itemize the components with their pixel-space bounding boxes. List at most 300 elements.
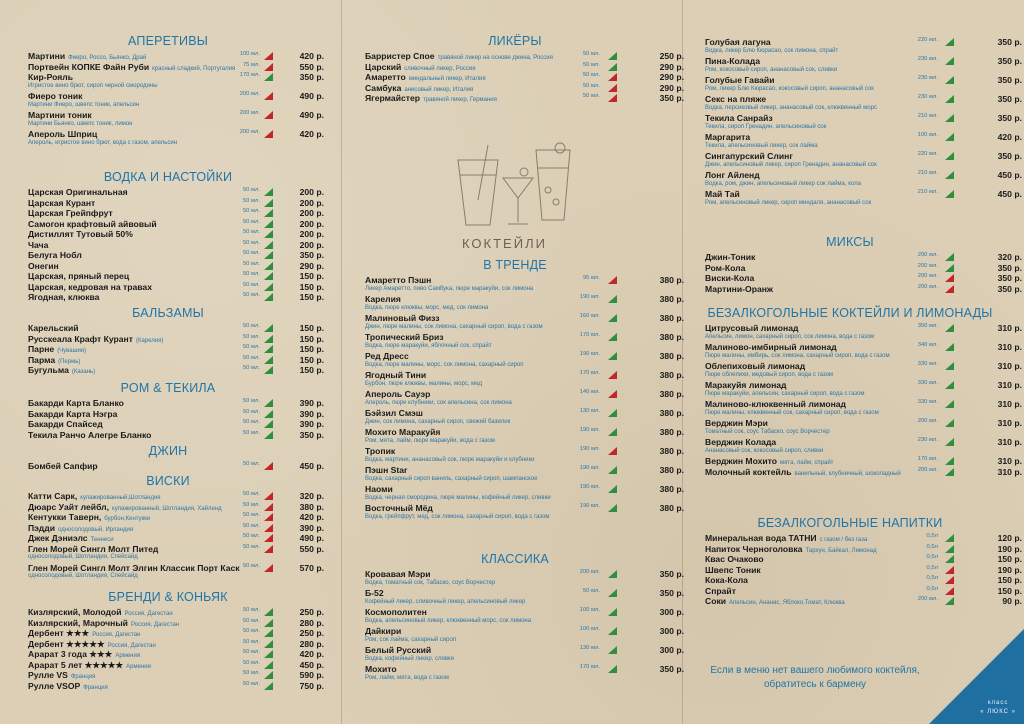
- green-marker-icon: [945, 253, 954, 261]
- item-name-text: Карелия: [365, 294, 401, 304]
- item-volume: 0,5л: [926, 543, 938, 550]
- item-name: [705, 285, 904, 294]
- item-price: 490 р.: [299, 533, 324, 543]
- item-ingredients: Ром, мята, лайм, пюре маракуйи, вода с газом: [365, 437, 495, 444]
- item-name-text: Белуга Нобл: [28, 250, 82, 260]
- green-marker-icon: [945, 57, 954, 65]
- item-description: с газом / без газа: [819, 537, 868, 543]
- item-description: Россия, Дагестан: [124, 611, 173, 617]
- item-volume: 170 мл.: [917, 456, 938, 462]
- item-name-text: Швепс Тоник: [705, 564, 761, 575]
- item-name-text: Виски-Кола: [705, 273, 755, 283]
- item-volume: 220 мл.: [917, 151, 938, 157]
- item-name-text: Ягодный Тини: [365, 370, 427, 380]
- item-price: 120 р.: [997, 533, 1022, 543]
- item-name-text: Малиновый Физз: [365, 313, 440, 323]
- item-volume: 140 мл.: [579, 389, 600, 395]
- item-name-text: Малиново-клюквенный лимонад: [705, 399, 847, 409]
- item-name-text: Царская Курант: [28, 197, 96, 208]
- item-volume: 50 мл.: [582, 51, 600, 57]
- item-ingredients: Джин, сок лимона, сахарный сироп, свежий базилик: [365, 418, 511, 425]
- item-ingredients: Ром, ликер Блю Кюрасао, кокосовый сироп, ананасовый сок: [705, 85, 874, 92]
- item-price: 150 р.: [299, 323, 324, 333]
- item-volume: 50 мл.: [242, 239, 260, 246]
- item-volume: 50 мл.: [242, 398, 260, 404]
- item-price: 380 р.: [659, 503, 684, 513]
- green-marker-icon: [945, 171, 954, 179]
- item-price: 380 р.: [659, 313, 684, 323]
- item-description: Россия, Дагестан: [107, 642, 156, 649]
- menu-item: [705, 419, 1022, 435]
- item-price: 200 р.: [299, 187, 324, 197]
- green-marker-icon: [945, 381, 954, 389]
- item-volume: 0,5л: [926, 533, 938, 539]
- item-ingredients: Кофейный ликер, сливочный ликер, апельсиновый ликер: [365, 598, 526, 605]
- item-price: 450 р.: [997, 170, 1022, 180]
- item-name-text: Дербент ★★★: [28, 628, 90, 638]
- item-volume: 190 мл.: [579, 351, 600, 357]
- item-volume: 50 мл.: [242, 208, 260, 214]
- item-name-text: Верджин Мохито: [705, 456, 778, 466]
- item-price: 380 р.: [659, 275, 684, 285]
- item-name-text: Парма: [28, 354, 56, 365]
- item-description: Россия, Дагестан: [92, 632, 141, 638]
- item-price: 150 р.: [299, 271, 324, 281]
- item-name: [705, 566, 904, 575]
- menu-item: [705, 274, 1022, 283]
- menu-item: [705, 285, 1022, 294]
- item-volume: 350 мл.: [917, 323, 938, 329]
- item-price: 290 р.: [299, 260, 324, 271]
- menu-item: [705, 152, 1022, 168]
- item-name-text: Мохито Маракуйя: [365, 427, 441, 437]
- item-volume: 200 мл.: [239, 91, 260, 97]
- item-name-text: Ред Дресс: [365, 351, 409, 361]
- green-marker-icon: [945, 114, 954, 122]
- item-volume: 190 мл.: [579, 465, 600, 471]
- green-marker-icon: [945, 133, 954, 141]
- item-name: [705, 555, 904, 564]
- item-volume: 200 мл.: [917, 466, 938, 473]
- item-ingredients: Водка, томатный сок, Табаско, соус Ворчестер: [365, 579, 496, 586]
- item-description: (Карелия): [135, 337, 164, 344]
- item-price: 310 р.: [997, 399, 1022, 409]
- item-name-text: Пина-Колада: [705, 56, 761, 66]
- item-name-text: Маракуйя лимонад: [705, 380, 787, 390]
- item-volume: 190 мл.: [579, 294, 600, 300]
- item-name: [705, 133, 904, 142]
- item-name-text: Квас Очаково: [705, 554, 764, 564]
- item-name-text: Апероль Шприц: [28, 129, 98, 139]
- item-volume: 50 мл.: [242, 344, 260, 350]
- item-price: 310 р.: [997, 342, 1022, 352]
- item-price: 380 р.: [659, 446, 684, 456]
- item-price: 150 р.: [997, 575, 1022, 585]
- item-volume: 330 мл.: [917, 361, 938, 367]
- item-ingredients: Джин, пюре малины, сок лимона, сахарный сироп, вода с газом: [365, 323, 543, 330]
- item-ingredients: Апероль, игристое вино брют, вода с газом, апельсин: [28, 139, 178, 146]
- item-price: 380 р.: [659, 389, 684, 399]
- item-name-text: Джек Дэниэлс: [28, 533, 88, 543]
- item-ingredients: Апероль, пюре клубники, сок апельсина, сок лимона: [365, 399, 512, 406]
- item-volume: 50 мл.: [242, 670, 260, 676]
- item-price: 490 р.: [299, 110, 324, 120]
- section-title: ДЖИН: [148, 444, 188, 458]
- item-volume: 50 мл.: [242, 429, 260, 436]
- menu-item: [705, 362, 1022, 378]
- item-volume: 170 мл.: [239, 72, 260, 78]
- item-price: 350 р.: [659, 588, 684, 598]
- item-price: 350 р.: [659, 93, 684, 103]
- item-volume: 190 мл.: [579, 427, 600, 433]
- item-volume: 200 мл.: [239, 110, 260, 116]
- item-name-text: Парне: [28, 344, 55, 354]
- item-price: 300 р.: [659, 626, 684, 636]
- item-ingredients: Водка, мартини, ананасовый сок, пюре маракуйи и клубники: [365, 456, 535, 463]
- item-volume: 330 мл.: [917, 399, 938, 405]
- item-name-text: Царская, пряный перец: [28, 271, 130, 281]
- item-ingredients: Игристое вино брют, сироп черной смородины: [28, 82, 158, 89]
- item-description: Апельсин, Ананас, Яблоко,Томат, Клюква: [729, 600, 845, 606]
- item-ingredients: Ананасовый сок, кокосовый сироп, сливки: [705, 447, 824, 454]
- item-price: 200 р.: [299, 218, 324, 229]
- item-description: Фиеро, Россо, Бьянко, Драй: [68, 55, 147, 61]
- item-ingredients: Водка, апельсиновый ликер, клюквенный морс, сок лимона: [365, 617, 532, 624]
- item-name-text: Чача: [28, 239, 49, 250]
- section-title: АПЕРЕТИВЫ: [127, 34, 209, 48]
- item-name-text: Голубая лагуна: [705, 37, 771, 47]
- menu-item: [705, 576, 1022, 585]
- item-price: 310 р.: [997, 323, 1022, 333]
- item-name: [705, 576, 904, 585]
- item-volume: 50 мл.: [242, 461, 260, 467]
- item-volume: 100 мл.: [239, 51, 260, 57]
- item-name-text: Царский: [365, 61, 402, 72]
- item-name-text: Самбука: [365, 82, 402, 93]
- item-name: [705, 152, 904, 161]
- green-marker-icon: [945, 76, 954, 84]
- item-description: красный сладкий, Португалия: [152, 65, 236, 72]
- item-volume: 50 мл.: [242, 229, 260, 235]
- item-volume: 50 мл.: [242, 260, 260, 267]
- item-name: [705, 171, 904, 180]
- section-title: ВОДКА И НАСТОЙКИ: [103, 170, 233, 184]
- menu-item: [705, 468, 1022, 477]
- item-name-text: Кизлярский, Молодой: [28, 607, 122, 617]
- item-name-text: Бакарди Карта Бланко: [28, 398, 124, 408]
- item-price: 550 р.: [299, 61, 324, 72]
- green-marker-icon: [945, 555, 954, 563]
- item-description: Теннеси: [90, 537, 114, 543]
- item-name-text: Самогон крафтовый айвовый: [28, 218, 157, 229]
- item-volume: 50 мл.: [242, 323, 260, 329]
- item-name-text: Джин-Тоник: [705, 252, 756, 262]
- item-volume: 200 мл.: [239, 129, 260, 135]
- item-ingredients: Пюре малины, имбирь, сок лимона, сахарный сироп, вода с газом: [705, 352, 890, 359]
- item-description: анисовый ликер, Италия: [404, 86, 474, 93]
- item-volume: 50 мл.: [242, 419, 260, 425]
- item-price: 420 р.: [299, 649, 324, 659]
- item-price: 310 р.: [997, 437, 1022, 447]
- item-price: 310 р.: [997, 361, 1022, 371]
- item-price: 420 р.: [299, 129, 324, 139]
- item-volume: 200 мл.: [579, 569, 600, 575]
- item-ingredients: Ром, апельсиновый ликер, сироп миндаля, ананасовый сок: [705, 199, 872, 206]
- item-volume: 50 мл.: [582, 93, 600, 99]
- item-name-text: Наоми: [365, 484, 393, 494]
- menu-item: [705, 324, 1022, 340]
- item-name-text: Космополитен: [365, 607, 427, 617]
- item-volume: 50 мл.: [582, 72, 600, 78]
- item-volume: 50 мл.: [582, 61, 600, 68]
- item-name: [705, 438, 904, 447]
- item-ingredients: Водка, персиковый ликер, ананасовый сок, клюквенный морс: [705, 104, 877, 111]
- item-volume: 50 мл.: [242, 408, 260, 415]
- item-volume: 50 мл.: [242, 628, 260, 634]
- item-volume: 50 мл.: [242, 250, 260, 256]
- item-name: [705, 362, 904, 371]
- item-price: 290 р.: [659, 72, 684, 82]
- item-ingredients: Мартини Бьянко, швепс тоник, лимон: [28, 120, 133, 127]
- section-title: РОМ & ТЕКИЛА: [120, 381, 216, 395]
- item-ingredients: Водка, грейпфрут, мед, сок лимона, сахарный сироп, вода с газом: [365, 513, 550, 520]
- item-price: 350 р.: [659, 664, 684, 674]
- item-description: Россия, Дагестан: [130, 621, 180, 628]
- item-volume: 190 мл.: [579, 484, 600, 490]
- item-volume: 50 мл.: [242, 649, 260, 655]
- item-name: [705, 597, 904, 606]
- item-name-text: Белый Русский: [365, 645, 432, 655]
- item-name-text: Амаретто Пэшн: [365, 275, 432, 285]
- item-name-text: Мартини-Оранж: [705, 283, 774, 294]
- item-price: 380 р.: [299, 501, 324, 512]
- menu-item: [705, 534, 1022, 543]
- item-description: Франция: [83, 684, 108, 691]
- section-title: МИКСЫ: [826, 235, 874, 249]
- item-price: 320 р.: [997, 252, 1022, 262]
- item-volume: 50 мл.: [242, 292, 260, 298]
- item-price: 320 р.: [299, 491, 324, 501]
- item-description: травяной ликер на основе джина, Россия: [437, 55, 553, 61]
- item-ingredients: Апельсин, лимон, сахарный сироп, сок лимона, вода с газом: [705, 333, 875, 340]
- item-volume: 130 мл.: [579, 645, 600, 651]
- item-price: 310 р.: [997, 418, 1022, 428]
- item-price: 350 р.: [997, 75, 1022, 85]
- section-title: ЛИКЁРЫ: [488, 34, 542, 48]
- item-volume: 50 мл.: [242, 659, 260, 666]
- item-price: 150 р.: [299, 333, 324, 344]
- section-title: БЕЗАЛКОГОЛЬНЫЕ КОКТЕЙЛИ И ЛИМОНАДЫ: [707, 306, 993, 320]
- green-marker-icon: [945, 190, 954, 198]
- green-marker-icon: [945, 597, 954, 605]
- item-price: 350 р.: [997, 94, 1022, 104]
- item-name: [705, 38, 904, 47]
- item-volume: 210 мл.: [917, 189, 938, 195]
- item-volume: 230 мл.: [917, 94, 938, 100]
- item-volume: 0,5л: [926, 585, 938, 592]
- item-name: [705, 419, 904, 428]
- item-ingredients: Водка, сахарный сироп ваниль, сахарный сироп, шампанское: [365, 475, 538, 482]
- item-name-text: Напиток Черноголовка: [705, 543, 803, 554]
- item-name-text: Онегин: [28, 260, 59, 271]
- red-marker-icon: [945, 587, 954, 595]
- item-volume: 210 мл.: [917, 170, 938, 176]
- item-name: [705, 114, 904, 123]
- item-name: [705, 545, 904, 554]
- footer-note: Если в меню нет вашего любимого коктейля, обратитесь к бармену: [710, 665, 920, 690]
- section-title: В ТРЕНДЕ: [483, 258, 547, 272]
- item-price: 350 р.: [659, 569, 684, 579]
- item-description: односолодовый, Ирландия: [58, 526, 134, 533]
- item-price: 450 р.: [299, 659, 324, 670]
- item-name-text: Тропический Бриз: [365, 332, 444, 342]
- item-name: [705, 324, 904, 333]
- item-name: [705, 76, 904, 85]
- item-ingredients: Ром, сок лайма, сахарный сироп: [365, 636, 457, 643]
- green-marker-icon: [945, 264, 954, 272]
- item-name: [705, 534, 904, 543]
- item-price: 150 р.: [997, 554, 1022, 564]
- item-description: ванильный, клубничный, шоколадный: [794, 470, 901, 477]
- item-volume: 50 мл.: [582, 588, 600, 594]
- item-name-text: Мартини: [28, 51, 66, 61]
- item-description: мята, лайм, спрайт: [780, 460, 834, 466]
- green-marker-icon: [945, 419, 954, 427]
- item-name-text: Дистиллят Тутовый 50%: [28, 229, 133, 239]
- item-name-text: Мартини тоник: [28, 110, 92, 120]
- item-name-text: Верджин Мэри: [705, 418, 768, 428]
- menu-item: [705, 438, 1022, 454]
- item-price: 290 р.: [659, 82, 684, 93]
- item-price: 350 р.: [997, 56, 1022, 66]
- item-name-text: Фиеро тоник: [28, 91, 83, 101]
- item-price: 250 р.: [299, 628, 324, 638]
- item-volume: 50 мл.: [242, 512, 260, 518]
- item-volume: 130 мл.: [579, 408, 600, 414]
- item-volume: 95 мл.: [582, 275, 600, 281]
- item-name-text: Арарат 5 лет ★★★★★: [28, 659, 124, 670]
- menu-item: [705, 114, 1022, 130]
- item-name: [705, 190, 904, 199]
- item-volume: 200 мл.: [917, 262, 938, 269]
- item-price: 350 р.: [997, 151, 1022, 161]
- item-volume: 50 мл.: [242, 333, 260, 340]
- item-price: 380 р.: [659, 351, 684, 361]
- cocktail-label: КОКТЕЙЛИ: [462, 236, 547, 251]
- item-ingredients: Ликер Амаретто, пиво Самбука, пюре маракуйи, сок лимона: [365, 285, 534, 292]
- item-price: 250 р.: [659, 51, 684, 61]
- menu-item: [705, 190, 1022, 206]
- item-volume: 170 мл.: [579, 664, 600, 670]
- menu-item: [705, 457, 1022, 466]
- menu-item: [705, 171, 1022, 187]
- green-marker-icon: [945, 400, 954, 408]
- item-name-text: Портвейн КОПКЕ Файн Руби: [28, 61, 150, 72]
- green-marker-icon: [945, 38, 954, 46]
- section-title: ВИСКИ: [146, 474, 190, 488]
- menu-item: [705, 545, 1022, 554]
- item-price: 380 р.: [659, 465, 684, 475]
- item-price: 90 р.: [1002, 596, 1022, 606]
- item-volume: 50 мл.: [242, 522, 260, 529]
- item-volume: 50 мл.: [242, 271, 260, 277]
- item-volume: 170 мл.: [579, 370, 600, 376]
- item-name-text: Царская, кедровая на травах: [28, 281, 152, 292]
- item-volume: 230 мл.: [917, 56, 938, 62]
- item-price: 300 р.: [659, 607, 684, 617]
- item-ingredients: Водка, ром, джин, апельсиновый ликер сок лайма, кола: [705, 180, 861, 187]
- item-name-text: Кентукки Таверн,: [28, 512, 102, 522]
- item-name-text: Цитрусовый лимонад: [705, 323, 799, 333]
- item-name: [705, 264, 904, 273]
- item-price: 350 р.: [299, 250, 324, 260]
- item-name-text: Ягодная, клюква: [28, 292, 100, 302]
- item-volume: 50 мл.: [242, 562, 260, 569]
- item-volume: 50 мл.: [242, 638, 260, 645]
- item-price: 150 р.: [299, 344, 324, 354]
- section-title: БРЕНДИ & КОНЬЯК: [108, 590, 228, 604]
- item-name: [705, 95, 904, 104]
- green-marker-icon: [945, 343, 954, 351]
- item-name-text: Бомбей Сапфир: [28, 461, 98, 471]
- item-name-text: Бэйзил Смэш: [365, 408, 423, 418]
- item-price: 390 р.: [299, 398, 324, 408]
- item-price: 250 р.: [299, 607, 324, 617]
- item-ingredients: Водка, пюре клюквы, морс, мед, сок лимона: [365, 304, 489, 311]
- item-price: 280 р.: [299, 638, 324, 649]
- item-price: 550 р.: [299, 543, 324, 554]
- item-price: 350 р.: [299, 429, 324, 440]
- item-volume: 50 мл.: [242, 218, 260, 225]
- item-volume: 190 мл.: [579, 446, 600, 452]
- menu-item: [705, 95, 1022, 111]
- item-price: 150 р.: [299, 354, 324, 365]
- item-name-text: Арарат 3 года ★★★: [28, 649, 113, 659]
- item-name-text: Б-52: [365, 588, 384, 598]
- item-name-text: Верджин Колада: [705, 437, 777, 447]
- item-name-text: Карельский: [28, 323, 79, 333]
- item-price: 200 р.: [299, 229, 324, 239]
- item-name-text: Бугульма: [28, 365, 69, 375]
- item-name-text: Текила Ранчо Алегре Бланко: [28, 429, 152, 440]
- item-price: 300 р.: [659, 645, 684, 655]
- item-ingredients: односолодовый, Шотландия, Спейсайд: [28, 554, 138, 561]
- item-ingredients: Томатный сок, соус Табаско, соус Ворчестер: [705, 428, 830, 435]
- menu-item: [705, 253, 1022, 262]
- item-volume: 50 мл.: [242, 501, 260, 508]
- item-price: 350 р.: [997, 273, 1022, 283]
- item-price: 290 р.: [659, 61, 684, 72]
- item-name-text: Малиново-имбирный лимонад: [705, 342, 837, 352]
- item-name: [705, 343, 904, 352]
- item-volume: 190 мл.: [579, 503, 600, 509]
- corner-line2: « ЛЮКС »: [980, 708, 1016, 715]
- item-name-text: Глен Морей Сингл Молт Элгин Классик Порт Каск: [28, 562, 240, 573]
- item-name-text: Рулле VSOP: [28, 680, 81, 691]
- item-price: 150 р.: [299, 281, 324, 292]
- item-ingredients: Водка, черная смородина, пюре малины, кофейный ликер, сливки: [365, 494, 551, 501]
- item-ingredients: Бурбон, пюре клюквы, малины, морс, мед: [365, 380, 482, 387]
- item-name-text: Ягермайстер: [365, 93, 420, 103]
- item-volume: 50 мл.: [242, 680, 260, 687]
- item-description: бурбон,Кентукки: [104, 516, 151, 522]
- item-volume: 100 мл.: [579, 626, 600, 632]
- item-description: Армения: [126, 663, 151, 670]
- item-price: 380 р.: [659, 408, 684, 418]
- menu-item: [705, 400, 1022, 416]
- item-name-text: Амаретто: [365, 72, 406, 82]
- item-price: 420 р.: [299, 512, 324, 522]
